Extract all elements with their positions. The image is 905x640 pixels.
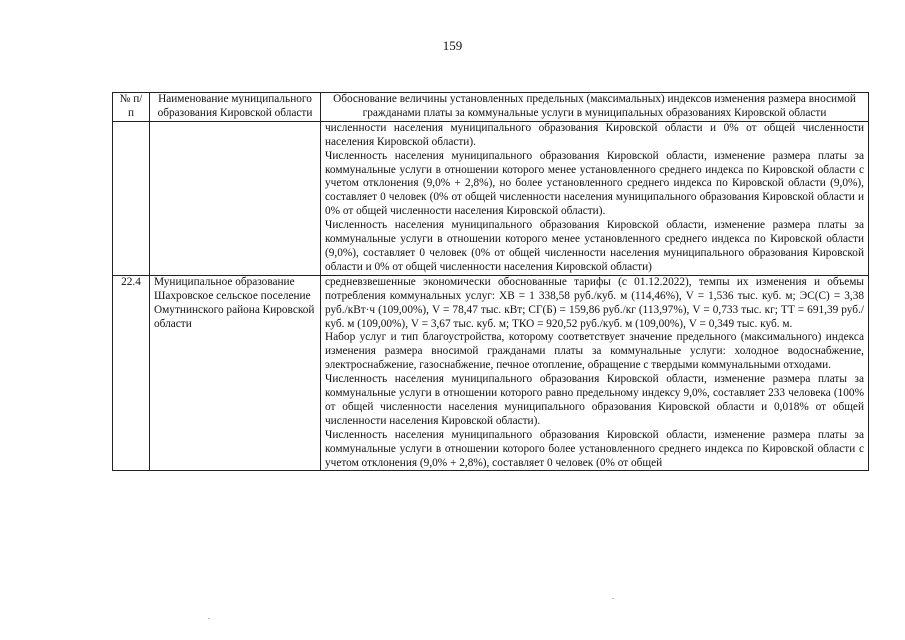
- row-basis: [321, 121, 869, 275]
- header-basis: Обоснование величины установленных предельных (максимальных) индексов изменения размера вносимой гражданами платы за коммунальные услуги в муниципальных образованиях Кировской области: [321, 93, 869, 122]
- table-row: [113, 121, 869, 275]
- row-number: 22.4: [113, 275, 150, 471]
- basis-paragraph: Численность населения муниципального образования Кировской области, изменение размера платы за коммунальные услуги в отношении которого более установленного среднего индекса по Кировской области с учетом отклонения (9,0% + 2,8%), составляет 0 человек (0% от общей: [325, 428, 864, 469]
- header-number: № п/п: [113, 93, 150, 122]
- basis-paragraph: средневзвешенные экономически обоснованные тарифы (с 01.12.2022), темпы их изменения и объемы потребления коммунальных услуг: ХВ = 1 338,58 руб./куб. м (114,46%), V = 1,536 тыс. куб. м; ЭС(С) = 3,38 руб./кВт·ч (109,00%), V = 78,47 тыс. кВт; СГ(Б) = 159,86 руб./кг (113,97%), V = 0,733 тыс. кг; ТТ = 691,39 руб./куб. м (109,00%), V = 3,67 тыс. куб. м; ТКО = 920,52 руб./куб. м (109,00%), V = 0,349 тыс. куб. м.: [325, 275, 864, 330]
- basis-paragraph: Численность населения муниципального образования Кировской области, изменение размера платы за коммунальные услуги в отношении которого равно предельному индексу 9,0%, составляет 233 человека (100% от общей численности населения муниципального образования Кировской области и 0,018% от общей численности населения Кировской области).: [325, 373, 864, 427]
- header-municipality: Наименование муниципального образования Кировской области: [150, 93, 321, 122]
- basis-paragraph: Набор услуг и тип благоустройства, которому соответствует значение предельного (максимального) индекса изменения размера вносимой гражданами платы за коммунальные услуги: холодное водоснабжение, электроснабжение, газоснабжение, печное отопление, обращение с твердыми коммунальными отходами.: [325, 331, 864, 372]
- row-basis: [321, 275, 869, 471]
- basis-paragraph: Численность населения муниципального образования Кировской области, изменение размера платы за коммунальные услуги в отношении которого менее установленного среднего индекса по Кировской области с учетом отклонения (9,0% + 2,8%), но более установленного среднего индекса по Кировской области (9,0%), составляет 0 человек (0% от общей численности населения муниципального образования Кировской области и 0% от общей численности населения Кировской области).: [325, 149, 864, 218]
- basis-paragraph: численности населения муниципального образования Кировской области и 0% от общей численности населения Кировской области).: [325, 121, 864, 148]
- page-number: 159: [442, 38, 463, 53]
- row-municipality: [150, 121, 321, 275]
- tariff-table: [112, 92, 869, 471]
- scan-speck: [208, 618, 210, 619]
- basis-paragraph: Численность населения муниципального образования Кировской области, изменение размера платы за коммунальные услуги в отношении которого менее установленного среднего индекса по Кировской области (9,0%), составляет 0 человек (0% от общей численности населения муниципального образования Кировской области и 0% от общей численности населения Кировской области): [325, 219, 864, 273]
- scan-speck: [612, 598, 614, 599]
- row-municipality: Муниципальное образование Шахровское сельское поселение Омутнинского района Кировской области: [150, 275, 321, 471]
- table-row: [113, 275, 869, 471]
- row-number: [113, 121, 150, 275]
- table-header-row: [113, 93, 869, 122]
